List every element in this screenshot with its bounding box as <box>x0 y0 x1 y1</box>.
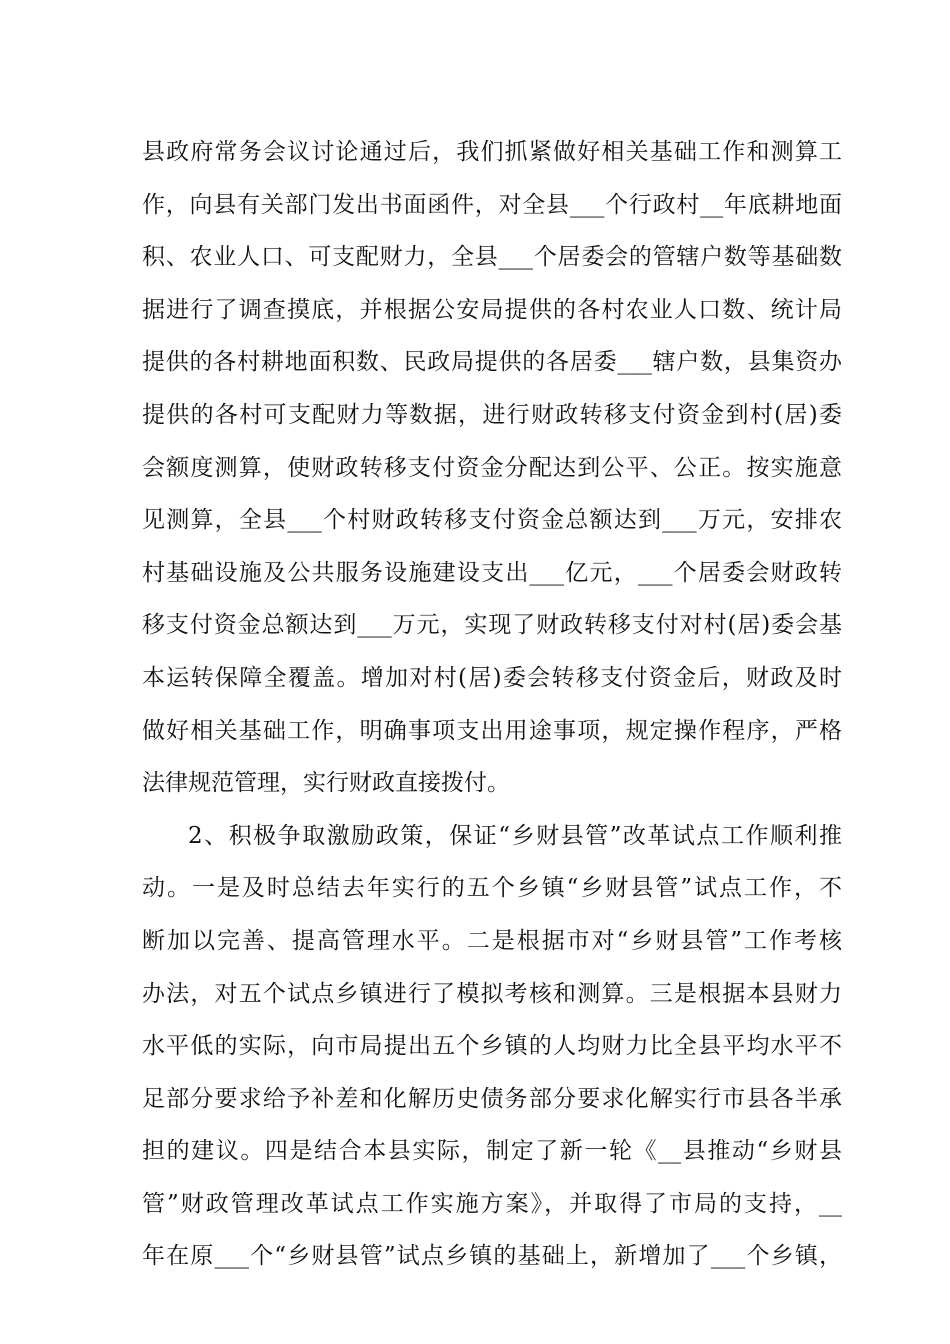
paragraph-first-line: 2、积极争取激励政策，保证“乡财县管”改革试点工作顺利推 <box>188 822 842 849</box>
text-line: 动。一是及时总结去年实行的五个乡镇“乡财县管”试点工作，不 <box>142 875 842 902</box>
text-line: 村基础设施及公共服务设施建设支出___亿元，___个居委会财政转 <box>142 559 842 586</box>
text-line: 本运转保障全覆盖。增加对村(居)委会转移支付资金后，财政及时 <box>142 664 842 691</box>
text-line: 作，向县有关部门发出书面函件，对全县___个行政村__年底耕地面 <box>142 191 842 218</box>
text-line: 移支付资金总额达到___万元，实现了财政转移支付对村(居)委会基 <box>142 612 842 639</box>
text-line: 提供的各村耕地面积数、民政局提供的各居委___辖户数，县集资办 <box>142 349 842 376</box>
text-line: 积、农业人口、可支配财力，全县___个居委会的管辖户数等基础数 <box>142 244 842 271</box>
text-line: 年在原___个“乡财县管”试点乡镇的基础上，新增加了___个乡镇， <box>142 1243 842 1270</box>
text-line: 会额度测算，使财政转移支付资金分配达到公平、公正。按实施意 <box>142 454 842 481</box>
text-line: 做好相关基础工作，明确事项支出用途事项，规定操作程序，严格 <box>142 717 842 744</box>
text-line: 据进行了调查摸底，并根据公安局提供的各村农业人口数、统计局 <box>142 296 842 323</box>
text-line: 担的建议。四是结合本县实际，制定了新一轮《__县推动“乡财县 <box>142 1138 842 1165</box>
text-line: 县政府常务会议讨论通过后，我们抓紧做好相关基础工作和测算工 <box>142 139 842 165</box>
paragraph-last-line: 法律规范管理，实行财政直接拨付。 <box>142 770 510 797</box>
text-line: 见测算，全县___个村财政转移支付资金总额达到___万元，安排农 <box>142 507 842 534</box>
text-line: 足部分要求给予补差和化解历史债务部分要求化解实行市县各半承 <box>142 1085 842 1112</box>
text-line: 管”财政管理改革试点工作实施方案》，并取得了市局的支持，__ <box>142 1190 842 1217</box>
text-line: 办法，对五个试点乡镇进行了模拟考核和测算。三是根据本县财力 <box>142 980 842 1007</box>
text-line: 提供的各村可支配财力等数据，进行财政转移支付资金到村(居)委 <box>142 401 842 428</box>
text-line: 断加以完善、提高管理水平。二是根据市对“乡财县管”工作考核 <box>142 927 842 954</box>
text-line: 水平低的实际，向市局提出五个乡镇的人均财力比全县平均水平不 <box>142 1033 842 1060</box>
body-text <box>142 126 842 1283</box>
